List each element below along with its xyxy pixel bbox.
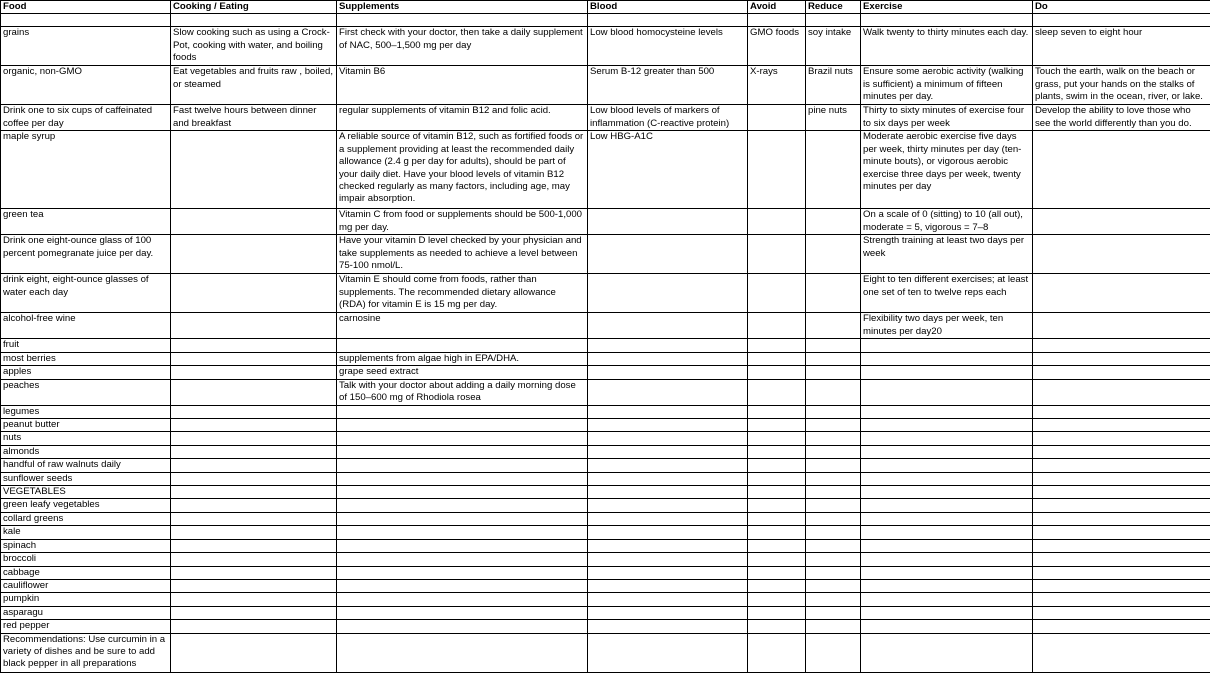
table-cell-avoid[interactable]: [748, 539, 806, 552]
table-cell-cooking-eating[interactable]: [171, 14, 337, 27]
table-cell-do[interactable]: [1033, 579, 1210, 592]
table-cell-reduce[interactable]: [806, 131, 861, 209]
table-cell-cooking-eating[interactable]: [171, 379, 337, 405]
table-cell-reduce[interactable]: [806, 566, 861, 579]
table-cell-avoid[interactable]: [748, 339, 806, 352]
table-cell-blood[interactable]: [588, 313, 748, 339]
table-row: [1, 379, 1210, 405]
table-cell-blood[interactable]: Low HBG-A1C: [588, 131, 748, 209]
table-cell-exercise[interactable]: Flexibility two days per week, ten minutes per day20: [861, 313, 1033, 339]
table-cell-supplements[interactable]: [337, 459, 588, 472]
table-cell-food[interactable]: organic, non-GMO: [1, 66, 171, 105]
table-row: [1, 633, 1210, 672]
header-row: [1, 1, 1210, 14]
table-cell-do[interactable]: sleep seven to eight hour: [1033, 27, 1210, 66]
table-cell-do[interactable]: [1033, 235, 1210, 274]
table-cell-reduce[interactable]: [806, 539, 861, 552]
table-cell-food[interactable]: peaches: [1, 379, 171, 405]
table-cell-avoid[interactable]: [748, 366, 806, 379]
table-cell-supplements[interactable]: A reliable source of vitamin B12, such as fortified foods or a supplement providing at least the recommended daily allowance (2.4 g per day for adults), should be part of your daily diet. Have your blood levels of vitamin B12 checked regularly as many factors, including age, may impair absorption.: [337, 131, 588, 209]
table-cell-supplements[interactable]: [337, 539, 588, 552]
table-row: [1, 526, 1210, 539]
table-cell-do[interactable]: [1033, 313, 1210, 339]
table-cell-do[interactable]: [1033, 432, 1210, 445]
table-cell-exercise[interactable]: Strength training at least two days per week: [861, 235, 1033, 274]
table-cell-do[interactable]: [1033, 419, 1210, 432]
table-row: [1, 606, 1210, 619]
table-cell-do[interactable]: [1033, 366, 1210, 379]
table-cell-blood[interactable]: [588, 512, 748, 525]
table-cell-blood[interactable]: [588, 579, 748, 592]
table-cell-cooking-eating[interactable]: [171, 366, 337, 379]
table-cell-reduce[interactable]: [806, 526, 861, 539]
table-cell-exercise[interactable]: Moderate aerobic exercise five days per week, thirty minutes per day (ten-minute bouts), or vigorous aerobic exercise three days per week, twenty minutes per day: [861, 131, 1033, 209]
table-row: [1, 352, 1210, 365]
table-cell-avoid[interactable]: [748, 419, 806, 432]
table-cell-reduce[interactable]: [806, 366, 861, 379]
table-cell-blood[interactable]: [588, 339, 748, 352]
table-cell-do[interactable]: [1033, 445, 1210, 458]
header-cell-do[interactable]: Do: [1033, 1, 1210, 14]
table-cell-exercise[interactable]: [861, 512, 1033, 525]
table-row: [1, 512, 1210, 525]
table-cell-cooking-eating[interactable]: [171, 566, 337, 579]
table-cell-supplements[interactable]: [337, 593, 588, 606]
table-cell-exercise[interactable]: [861, 566, 1033, 579]
table-cell-food[interactable]: cabbage: [1, 566, 171, 579]
table-cell-exercise[interactable]: [861, 539, 1033, 552]
table-cell-food[interactable]: green leafy vegetables: [1, 499, 171, 512]
table-cell-reduce[interactable]: [806, 14, 861, 27]
table-cell-reduce[interactable]: [806, 405, 861, 418]
table-cell-blood[interactable]: [588, 539, 748, 552]
table-row: [1, 313, 1210, 339]
table-cell-blood[interactable]: [588, 593, 748, 606]
table-cell-food[interactable]: alcohol-free wine: [1, 313, 171, 339]
table-cell-do[interactable]: [1033, 405, 1210, 418]
table-cell-cooking-eating[interactable]: [171, 499, 337, 512]
table-cell-avoid[interactable]: [748, 105, 806, 131]
table-cell-do[interactable]: [1033, 593, 1210, 606]
table-row: [1, 209, 1210, 235]
table-row: [1, 105, 1210, 131]
table-row: [1, 486, 1210, 499]
table-cell-food[interactable]: broccoli: [1, 553, 171, 566]
table-cell-reduce[interactable]: [806, 553, 861, 566]
table-cell-exercise[interactable]: [861, 352, 1033, 365]
table-cell-exercise[interactable]: [861, 379, 1033, 405]
table-cell-do[interactable]: [1033, 472, 1210, 485]
header-cell-reduce[interactable]: Reduce: [806, 1, 861, 14]
table-cell-supplements[interactable]: [337, 606, 588, 619]
table-cell-food[interactable]: maple syrup: [1, 131, 171, 209]
table-cell-do[interactable]: Develop the ability to love those who see the world differently than you do.: [1033, 105, 1210, 131]
table-cell-do[interactable]: [1033, 352, 1210, 365]
table-cell-cooking-eating[interactable]: [171, 235, 337, 274]
table-cell-supplements[interactable]: [337, 14, 588, 27]
table-cell-exercise[interactable]: [861, 606, 1033, 619]
table-cell-avoid[interactable]: [748, 14, 806, 27]
table-cell-supplements[interactable]: [337, 486, 588, 499]
table-row: [1, 432, 1210, 445]
table-cell-reduce[interactable]: [806, 339, 861, 352]
table-cell-exercise[interactable]: [861, 339, 1033, 352]
table-cell-blood[interactable]: [588, 405, 748, 418]
table-cell-cooking-eating[interactable]: [171, 209, 337, 235]
table-cell-food[interactable]: drink eight, eight-ounce glasses of water each day: [1, 274, 171, 313]
table-cell-food[interactable]: Drink one eight-ounce glass of 100 percent pomegranate juice per day.: [1, 235, 171, 274]
table-row: [1, 472, 1210, 485]
table-cell-supplements[interactable]: Vitamin E should come from foods, rather than supplements. The recommended dietary allowance (RDA) for vitamin E is 15 mg per day.: [337, 274, 588, 313]
table-cell-do[interactable]: [1033, 274, 1210, 313]
table-cell-do[interactable]: [1033, 14, 1210, 27]
table-cell-blood[interactable]: [588, 486, 748, 499]
table-cell-food[interactable]: kale: [1, 526, 171, 539]
table-cell-cooking-eating[interactable]: [171, 459, 337, 472]
table-cell-reduce[interactable]: [806, 379, 861, 405]
table-row: [1, 445, 1210, 458]
table-cell-do[interactable]: Touch the earth, walk on the beach or grass, put your hands on the stalks of plants, swim in the ocean, river, or lake.: [1033, 66, 1210, 105]
table-body: [1, 14, 1210, 672]
table-cell-cooking-eating[interactable]: [171, 633, 337, 672]
table-cell-reduce[interactable]: [806, 352, 861, 365]
table-row: [1, 593, 1210, 606]
table-cell-do[interactable]: [1033, 512, 1210, 525]
table-cell-reduce[interactable]: [806, 459, 861, 472]
table-cell-cooking-eating[interactable]: [171, 432, 337, 445]
table-cell-supplements[interactable]: [337, 633, 588, 672]
table-cell-exercise[interactable]: [861, 459, 1033, 472]
table-cell-avoid[interactable]: [748, 499, 806, 512]
table-cell-avoid[interactable]: [748, 313, 806, 339]
table-cell-exercise[interactable]: [861, 419, 1033, 432]
table-cell-cooking-eating[interactable]: [171, 486, 337, 499]
table-cell-blood[interactable]: [588, 526, 748, 539]
table-cell-avoid[interactable]: GMO foods: [748, 27, 806, 66]
table-cell-do[interactable]: [1033, 620, 1210, 633]
table-row: [1, 366, 1210, 379]
table-cell-avoid[interactable]: [748, 352, 806, 365]
table-cell-avoid[interactable]: [748, 131, 806, 209]
table-cell-exercise[interactable]: [861, 366, 1033, 379]
table-cell-cooking-eating[interactable]: [171, 539, 337, 552]
table-row: [1, 553, 1210, 566]
table-cell-cooking-eating[interactable]: [171, 526, 337, 539]
table-cell-cooking-eating[interactable]: [171, 405, 337, 418]
table-cell-blood[interactable]: Low blood levels of markers of inflammation (C-reactive protein): [588, 105, 748, 131]
table-cell-supplements[interactable]: [337, 620, 588, 633]
table-cell-avoid[interactable]: [748, 235, 806, 274]
table-cell-food[interactable]: peanut butter: [1, 419, 171, 432]
table-cell-blood[interactable]: [588, 472, 748, 485]
header-cell-cooking-eating[interactable]: Cooking / Eating: [171, 1, 337, 14]
table-cell-cooking-eating[interactable]: Eat vegetables and fruits raw , boiled, or steamed: [171, 66, 337, 105]
table-cell-reduce[interactable]: [806, 620, 861, 633]
table-cell-exercise[interactable]: Thirty to sixty minutes of exercise four to six days per week: [861, 105, 1033, 131]
table-cell-do[interactable]: [1033, 379, 1210, 405]
table-cell-food[interactable]: pumpkin: [1, 593, 171, 606]
table-cell-cooking-eating[interactable]: [171, 419, 337, 432]
table-cell-supplements[interactable]: [337, 472, 588, 485]
table-cell-cooking-eating[interactable]: [171, 620, 337, 633]
header-cell-blood[interactable]: Blood: [588, 1, 748, 14]
table-cell-reduce[interactable]: [806, 593, 861, 606]
table-cell-cooking-eating[interactable]: [171, 593, 337, 606]
table-cell-exercise[interactable]: [861, 486, 1033, 499]
table-cell-do[interactable]: [1033, 633, 1210, 672]
table-cell-reduce[interactable]: [806, 209, 861, 235]
table-row: [1, 405, 1210, 418]
table-cell-exercise[interactable]: [861, 472, 1033, 485]
table-cell-exercise[interactable]: [861, 593, 1033, 606]
table-cell-avoid[interactable]: [748, 472, 806, 485]
table-cell-supplements[interactable]: [337, 512, 588, 525]
table-cell-blood[interactable]: [588, 445, 748, 458]
table-row: [1, 566, 1210, 579]
table-cell-blood[interactable]: [588, 235, 748, 274]
table-row: [1, 131, 1210, 209]
table-cell-cooking-eating[interactable]: [171, 472, 337, 485]
table-cell-reduce[interactable]: pine nuts: [806, 105, 861, 131]
table-row: [1, 66, 1210, 105]
table-cell-supplements[interactable]: grape seed extract: [337, 366, 588, 379]
table-row: [1, 339, 1210, 352]
table-cell-reduce[interactable]: [806, 432, 861, 445]
table-cell-reduce[interactable]: [806, 313, 861, 339]
table-row: [1, 14, 1210, 27]
table-cell-cooking-eating[interactable]: [171, 352, 337, 365]
table-cell-avoid[interactable]: [748, 459, 806, 472]
table-cell-exercise[interactable]: [861, 432, 1033, 445]
table-cell-food[interactable]: red pepper: [1, 620, 171, 633]
table-cell-supplements[interactable]: [337, 405, 588, 418]
table-cell-cooking-eating[interactable]: Slow cooking such as using a Crock-Pot, cooking with water, and boiling foods: [171, 27, 337, 66]
table-cell-supplements[interactable]: Vitamin C from food or supplements should be 500-1,000 mg per day.: [337, 209, 588, 235]
table-cell-food[interactable]: apples: [1, 366, 171, 379]
table-cell-blood[interactable]: [588, 379, 748, 405]
table-cell-reduce[interactable]: [806, 472, 861, 485]
table-cell-avoid[interactable]: [748, 633, 806, 672]
table-cell-reduce[interactable]: [806, 633, 861, 672]
table-cell-food[interactable]: Recommendations: Use curcumin in a variety of dishes and be sure to add black pepper in all preparations: [1, 633, 171, 672]
table-cell-supplements[interactable]: [337, 499, 588, 512]
table-cell-exercise[interactable]: Walk twenty to thirty minutes each day.: [861, 27, 1033, 66]
table-cell-blood[interactable]: [588, 633, 748, 672]
table-cell-reduce[interactable]: [806, 486, 861, 499]
table-cell-avoid[interactable]: [748, 526, 806, 539]
table-cell-supplements[interactable]: Vitamin B6: [337, 66, 588, 105]
table-cell-supplements[interactable]: [337, 566, 588, 579]
table-cell-supplements[interactable]: Talk with your doctor about adding a daily morning dose of 150–600 mg of Rhodiola rosea: [337, 379, 588, 405]
table-cell-cooking-eating[interactable]: [171, 339, 337, 352]
table-cell-reduce[interactable]: [806, 606, 861, 619]
table-row: [1, 419, 1210, 432]
header-cell-food[interactable]: Food: [1, 1, 171, 14]
table-cell-food[interactable]: fruit: [1, 339, 171, 352]
table-cell-reduce[interactable]: [806, 274, 861, 313]
table-cell-reduce[interactable]: [806, 235, 861, 274]
table-cell-food[interactable]: collard greens: [1, 512, 171, 525]
table-cell-blood[interactable]: [588, 606, 748, 619]
table-cell-food[interactable]: grains: [1, 27, 171, 66]
table-cell-supplements[interactable]: supplements from algae high in EPA/DHA.: [337, 352, 588, 365]
table-cell-avoid[interactable]: [748, 432, 806, 445]
table-cell-supplements[interactable]: First check with your doctor, then take a daily supplement of NAC, 500–1,500 mg per day: [337, 27, 588, 66]
table-cell-food[interactable]: asparagu: [1, 606, 171, 619]
table-cell-avoid[interactable]: [748, 209, 806, 235]
table-cell-supplements[interactable]: [337, 339, 588, 352]
table-cell-avoid[interactable]: X-rays: [748, 66, 806, 105]
table-cell-do[interactable]: [1033, 566, 1210, 579]
table-cell-reduce[interactable]: [806, 499, 861, 512]
table-cell-food[interactable]: handful of raw walnuts daily: [1, 459, 171, 472]
table-cell-cooking-eating[interactable]: [171, 553, 337, 566]
table-cell-blood[interactable]: [588, 620, 748, 633]
table-cell-food[interactable]: cauliflower: [1, 579, 171, 592]
table-cell-avoid[interactable]: [748, 593, 806, 606]
table-cell-food[interactable]: [1, 14, 171, 27]
table-cell-do[interactable]: [1033, 339, 1210, 352]
table-cell-supplements[interactable]: [337, 579, 588, 592]
table-cell-exercise[interactable]: [861, 553, 1033, 566]
table-cell-exercise[interactable]: [861, 620, 1033, 633]
table-cell-cooking-eating[interactable]: [171, 313, 337, 339]
table-cell-blood[interactable]: Low blood homocysteine levels: [588, 27, 748, 66]
table-cell-avoid[interactable]: [748, 620, 806, 633]
table-cell-do[interactable]: [1033, 606, 1210, 619]
table-cell-reduce[interactable]: [806, 445, 861, 458]
table-cell-exercise[interactable]: [861, 579, 1033, 592]
table-cell-avoid[interactable]: [748, 486, 806, 499]
table-cell-blood[interactable]: [588, 553, 748, 566]
table-row: [1, 579, 1210, 592]
table-cell-cooking-eating[interactable]: [171, 606, 337, 619]
table-cell-avoid[interactable]: [748, 566, 806, 579]
table-cell-cooking-eating[interactable]: Fast twelve hours between dinner and breakfast: [171, 105, 337, 131]
table-cell-supplements[interactable]: carnosine: [337, 313, 588, 339]
table-cell-blood[interactable]: [588, 209, 748, 235]
table-cell-supplements[interactable]: [337, 432, 588, 445]
table-cell-supplements[interactable]: [337, 553, 588, 566]
table-cell-supplements[interactable]: regular supplements of vitamin B12 and folic acid.: [337, 105, 588, 131]
table-cell-food[interactable]: legumes: [1, 405, 171, 418]
table-cell-exercise[interactable]: [861, 633, 1033, 672]
table-cell-blood[interactable]: [588, 566, 748, 579]
table-row: [1, 539, 1210, 552]
table-row: [1, 620, 1210, 633]
table-cell-exercise[interactable]: On a scale of 0 (sitting) to 10 (all out), moderate = 5, vigorous = 7–8: [861, 209, 1033, 235]
table-cell-blood[interactable]: [588, 419, 748, 432]
table-cell-exercise[interactable]: [861, 445, 1033, 458]
header-cell-supplements[interactable]: Supplements: [337, 1, 588, 14]
table-cell-cooking-eating[interactable]: [171, 445, 337, 458]
table-cell-do[interactable]: [1033, 499, 1210, 512]
table-cell-cooking-eating[interactable]: [171, 131, 337, 209]
table-cell-avoid[interactable]: [748, 274, 806, 313]
table-cell-exercise[interactable]: [861, 14, 1033, 27]
table-cell-avoid[interactable]: [748, 445, 806, 458]
table-cell-food[interactable]: VEGETABLES: [1, 486, 171, 499]
table-cell-avoid[interactable]: [748, 405, 806, 418]
table-cell-food[interactable]: almonds: [1, 445, 171, 458]
table-cell-food[interactable]: nuts: [1, 432, 171, 445]
table-cell-supplements[interactable]: [337, 445, 588, 458]
table-row: [1, 499, 1210, 512]
table-cell-do[interactable]: [1033, 209, 1210, 235]
table-cell-reduce[interactable]: [806, 512, 861, 525]
table-cell-avoid[interactable]: [748, 606, 806, 619]
table-cell-food[interactable]: sunflower seeds: [1, 472, 171, 485]
table-cell-do[interactable]: [1033, 553, 1210, 566]
table-cell-do[interactable]: [1033, 131, 1210, 209]
table-cell-reduce[interactable]: soy intake: [806, 27, 861, 66]
table-cell-exercise[interactable]: [861, 405, 1033, 418]
table-cell-cooking-eating[interactable]: [171, 512, 337, 525]
table-cell-food[interactable]: most berries: [1, 352, 171, 365]
table-cell-cooking-eating[interactable]: [171, 579, 337, 592]
table-cell-avoid[interactable]: [748, 579, 806, 592]
table-cell-do[interactable]: [1033, 526, 1210, 539]
table-cell-reduce[interactable]: [806, 579, 861, 592]
table-cell-exercise[interactable]: [861, 499, 1033, 512]
table-row: [1, 235, 1210, 274]
table-cell-exercise[interactable]: [861, 526, 1033, 539]
table-cell-cooking-eating[interactable]: [171, 274, 337, 313]
table-row: [1, 27, 1210, 66]
table-cell-blood[interactable]: [588, 366, 748, 379]
table-cell-blood[interactable]: Serum B-12 greater than 500: [588, 66, 748, 105]
table-cell-avoid[interactable]: [748, 512, 806, 525]
table-cell-avoid[interactable]: [748, 379, 806, 405]
table-cell-do[interactable]: [1033, 486, 1210, 499]
table-cell-exercise[interactable]: Eight to ten different exercises; at least one set of ten to twelve reps each: [861, 274, 1033, 313]
table-cell-exercise[interactable]: Ensure some aerobic activity (walking is sufficient) a minimum of fifteen minutes per day.: [861, 66, 1033, 105]
table-cell-food[interactable]: Drink one to six cups of caffeinated coffee per day: [1, 105, 171, 131]
table-row: [1, 274, 1210, 313]
header-cell-avoid[interactable]: Avoid: [748, 1, 806, 14]
table-cell-do[interactable]: [1033, 539, 1210, 552]
table-cell-food[interactable]: green tea: [1, 209, 171, 235]
table-cell-avoid[interactable]: [748, 553, 806, 566]
table-cell-food[interactable]: spinach: [1, 539, 171, 552]
table-cell-blood[interactable]: [588, 432, 748, 445]
header-cell-exercise[interactable]: Exercise: [861, 1, 1033, 14]
table-cell-supplements[interactable]: Have your vitamin D level checked by your physician and take supplements as needed to achieve a level between 75-100 nmol/L.: [337, 235, 588, 274]
table-cell-blood[interactable]: [588, 14, 748, 27]
table-cell-supplements[interactable]: [337, 526, 588, 539]
table-cell-do[interactable]: [1033, 459, 1210, 472]
table-cell-reduce[interactable]: Brazil nuts: [806, 66, 861, 105]
table-cell-reduce[interactable]: [806, 419, 861, 432]
table-cell-blood[interactable]: [588, 459, 748, 472]
table-cell-blood[interactable]: [588, 352, 748, 365]
table-cell-supplements[interactable]: [337, 419, 588, 432]
table-row: [1, 459, 1210, 472]
table-cell-blood[interactable]: [588, 499, 748, 512]
table-cell-blood[interactable]: [588, 274, 748, 313]
